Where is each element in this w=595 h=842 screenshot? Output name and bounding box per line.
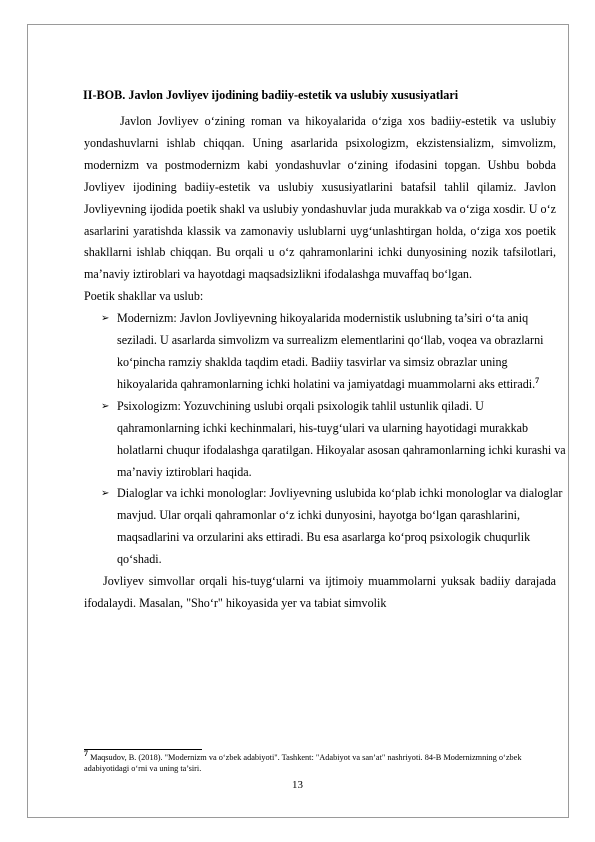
footnote bbox=[84, 749, 556, 774]
poetic-forms-list bbox=[84, 308, 566, 571]
list-item-psixologizm bbox=[84, 396, 569, 484]
arrow-bullet-icon: ➢ bbox=[101, 400, 110, 412]
list-label: Poetik shakllar va uslub: bbox=[84, 289, 204, 304]
arrow-bullet-icon: ➢ bbox=[101, 488, 110, 500]
list-item-text: Psixologizm: Yozuvchining uslubi orqali psixologik tahlil ustunlik qiladi. U qahramonlarning ichki kechinmalari, his-tuyg‘ulari va ularning hayotidagi murakkab holatlarni chuqur ifodalashga qaratilgan. Hikoyalar asosan qahramonlarning ichki kurashi va ma’naviy iztiroblari haqida. bbox=[117, 398, 566, 479]
chapter-heading: II-BOB. Javlon Jovliyev ijodining badiiy-estetik va uslubiy xususiyatlari bbox=[83, 88, 459, 102]
footnote-ref: 7 bbox=[535, 375, 540, 385]
page-number: 13 bbox=[292, 779, 303, 791]
footnote-text: Maqsudov, B. (2018). "Modernizm va o‘zbek adabiyoti". Tashkent: "Adabiyot va san’at" nashriyoti. 84-B Modernizmning o‘zbek adabiyotidagi o‘rni va uning ta’siri. bbox=[84, 753, 522, 773]
intro-paragraph: Javlon Jovliyev o‘zining roman va hikoyalarida o‘ziga xos badiiy-estetik va uslubiy yondashuvlarni ishlab chiqqan. Uning asarlarida psixologizm, ekzistensializm, simvolizm, modernizm va postmodernizm kabi yondashuvlar o‘zining ifodasini topgan. Ushbu bobda Jovliyev ijodining badiiy-estetik va uslubiy xususiyatlarini batafsil tahlil qilamiz. Javlon Jovliyevning ijodida poetik shakl va uslubiy yondashuvlar juda murakkab va o‘ziga xosdir. U o‘z asarlarini yaratishda klassik va zamonaviy uslublarni uyg‘unlashtirgan holda, o‘ziga xos poetik shakllarni ishlab chiqqan. Bu orqali u o‘z qahramonlarini ichki dunyosining nozik tafsilotlari, ma’naviy iztiroblari va hayotdagi maqsadsizlikni ifodalashga muvaffaq bo‘lgan. bbox=[84, 114, 556, 282]
body-paragraph: Jovliyev simvollar orqali his-tuyg‘ularni va ijtimoiy muammolarni yuksak badiiy darajada ifodalaydi. Masalan, "Sho‘r" hikoyasida yer va tabiat simvolik bbox=[84, 574, 556, 610]
list-item-dialoglar bbox=[84, 483, 569, 571]
page-content bbox=[83, 88, 566, 615]
list-item-text: Javlon Jovliyevning hikoyalarida modernistik uslubning ta’siri o‘ta aniq seziladi. U asarlarda simvolizm va surrealizm elementlarini qo‘llab, voqea va obrazlarni ko‘pincha ramziy shaklda taqdim etadi. Badiiy tasvirlar va simsiz obrazlar uning hikoyalarida qahramonlarning ichki holatini va jamiyatdagi muammolarni aks ettiradi. bbox=[117, 311, 544, 391]
list-item-text: Dialoglar va ichki monologlar: Jovliyevning uslubida ko‘plab ichki monologlar va dialoglar mavjud. Ular orqali qahramonlar o‘z ichki dunyosini, hayotga bo‘lgan qarashlarini, maqsadlarini va orzularini aks ettiradi. Bu esa asarlarga ko‘proq psixologik chuqurlik qo‘shadi. bbox=[117, 486, 563, 567]
footnote-divider bbox=[84, 749, 202, 750]
footnote-number: 7 bbox=[84, 749, 88, 759]
list-item-term: Modernizm: bbox=[117, 311, 177, 326]
list-item-modernizm bbox=[84, 308, 569, 396]
arrow-bullet-icon: ➢ bbox=[101, 313, 110, 325]
